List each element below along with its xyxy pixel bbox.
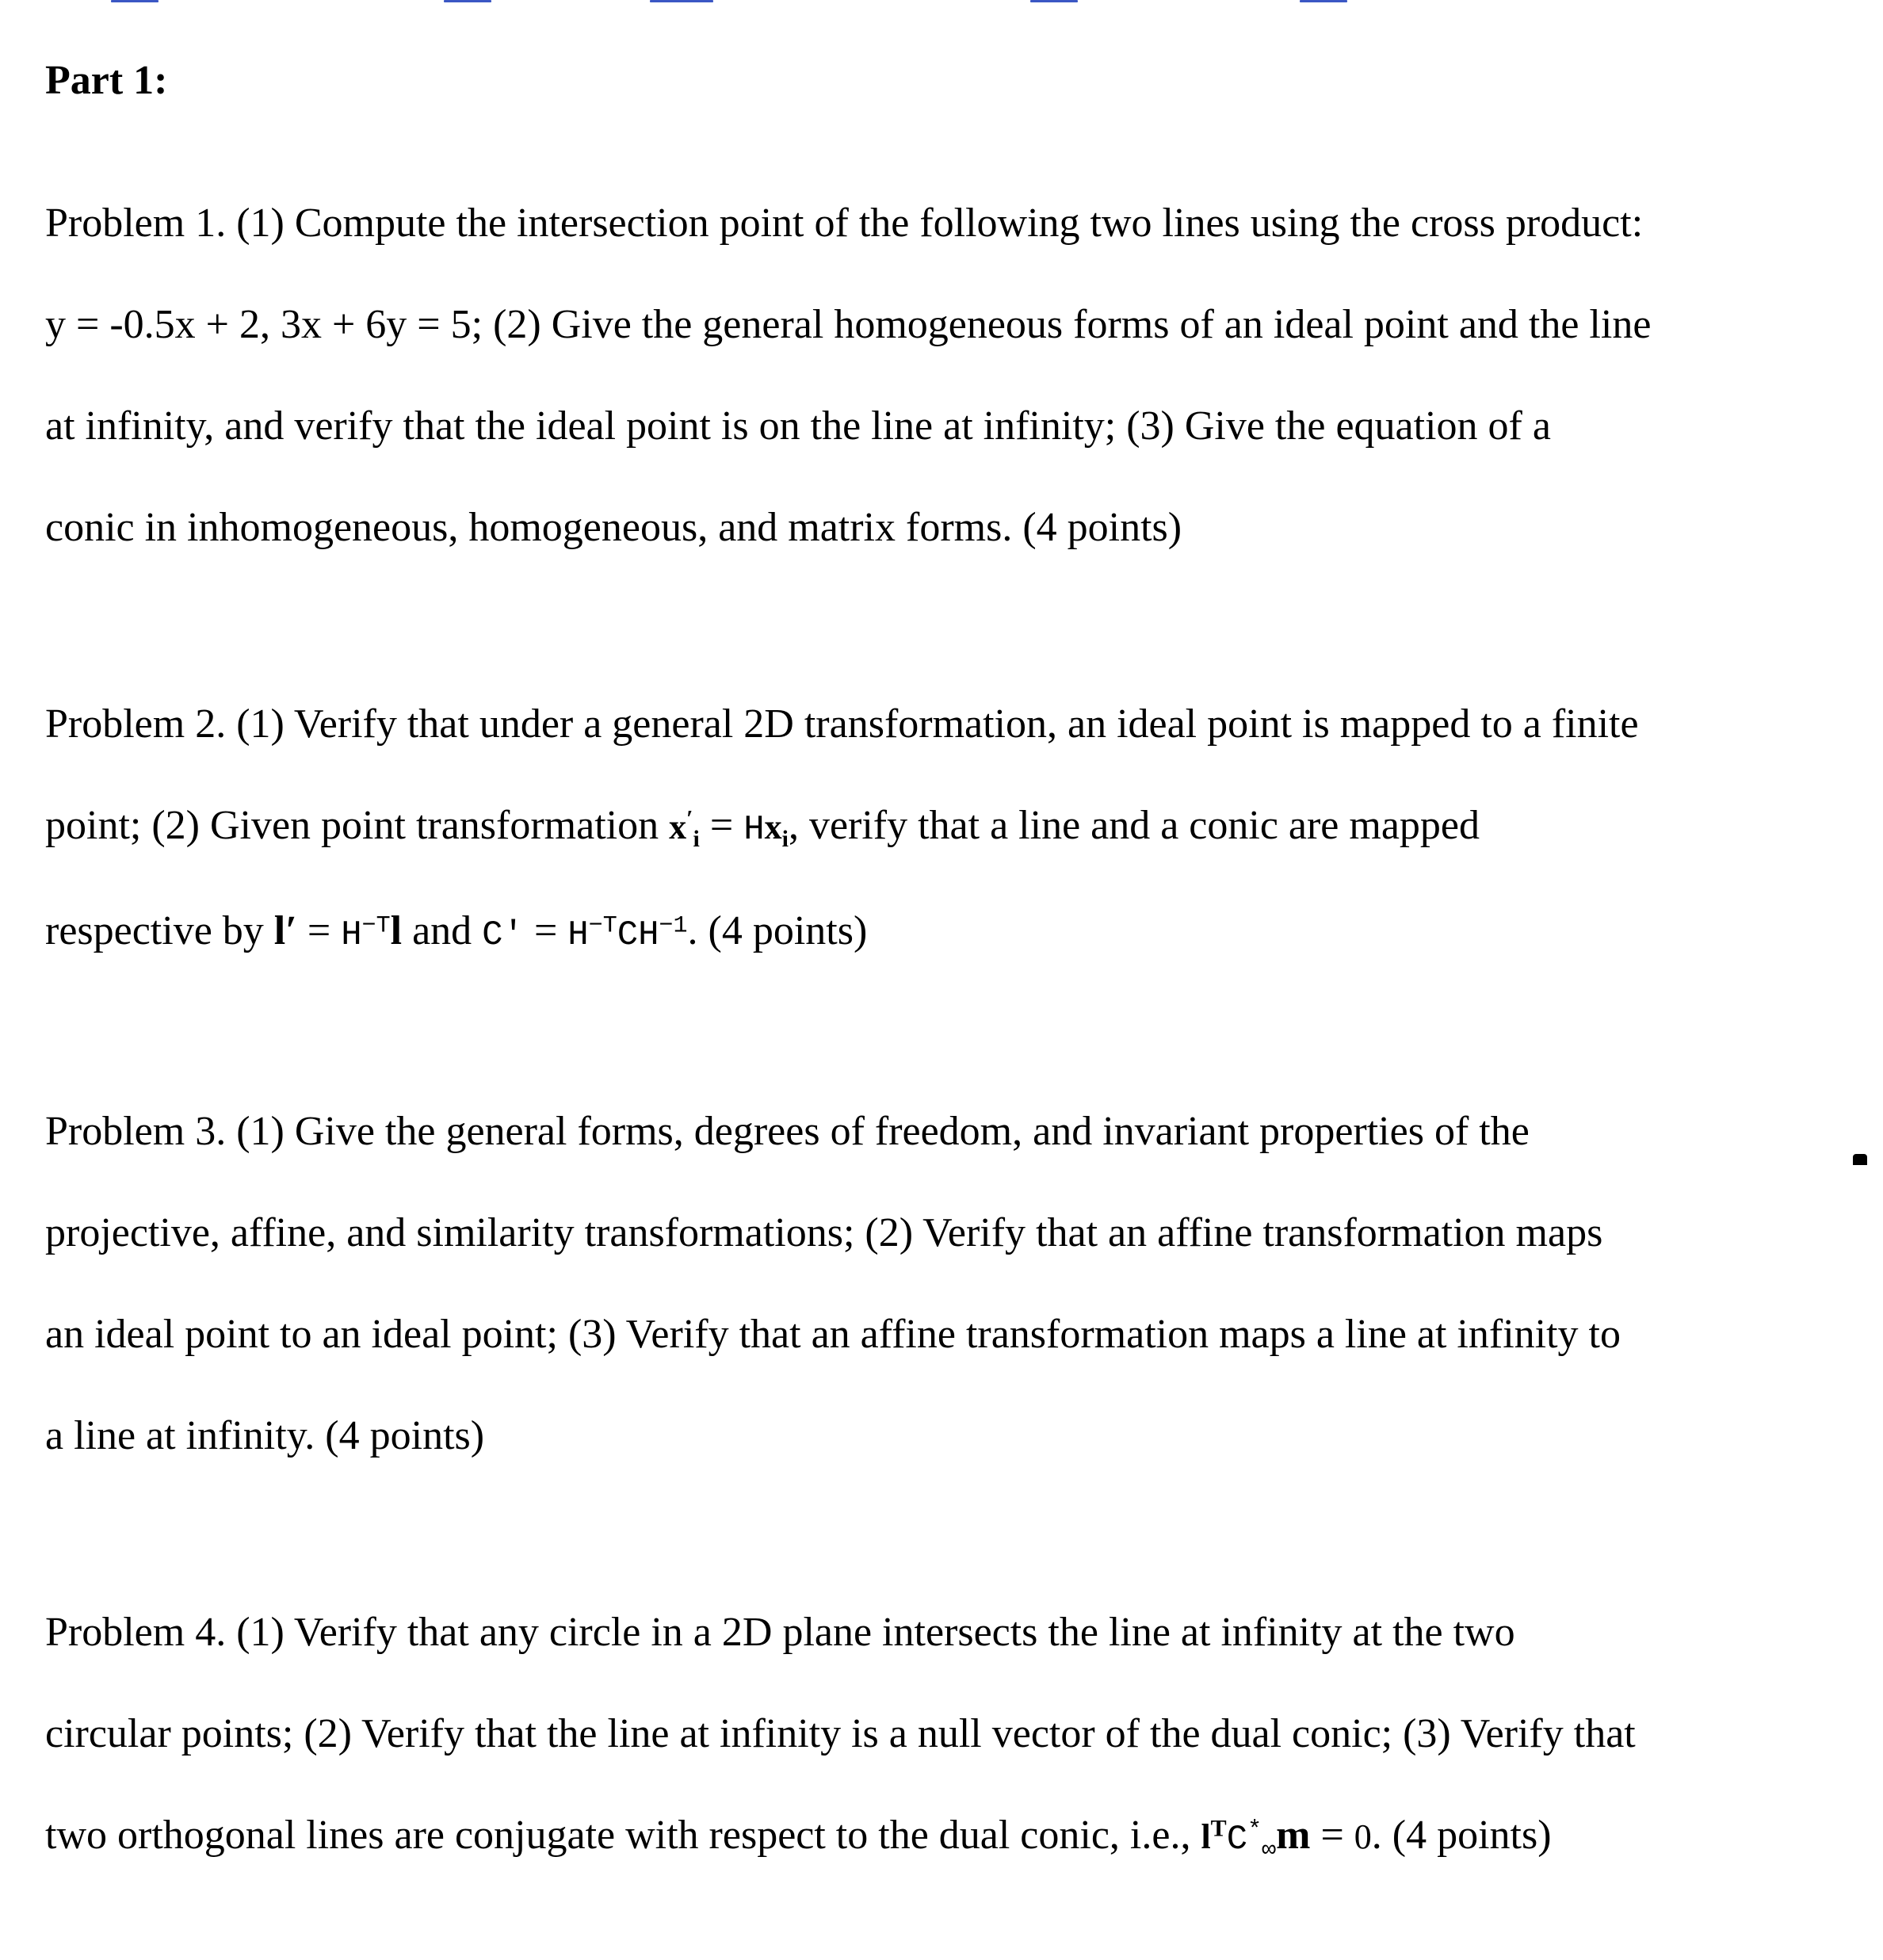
underline-segment [111, 0, 159, 2]
math-equals-4: = [1310, 1813, 1354, 1858]
problem-2-line-3 [45, 906, 1836, 961]
math-H-2: H [567, 915, 589, 955]
problem-1-line-3: at infinity, and verify that the ideal point is on the line at infinity; (3) Give the equation of a [45, 403, 1551, 449]
problem-1-line-4: conic in inhomogeneous, homogeneous, and matrix forms. (4 points) [45, 505, 1182, 550]
math-x-bold-symbol: x [764, 808, 782, 846]
math-x-prime [669, 805, 700, 852]
math-sup-minus-T: −T [361, 912, 391, 940]
math-x-symbol: x [669, 808, 687, 846]
problem-4-line-2: circular points; (2) Verify that the line at infinity is a null vector of the dual conic; (3) Verify that [45, 1711, 1636, 1756]
problem-2-line-2 [45, 800, 1836, 855]
problem-3-line-3: an ideal point to an ideal point; (3) Verify that an affine transformation maps a line at infinity to [45, 1312, 1621, 1357]
text-and: and [402, 908, 483, 953]
problem-3-line-2: projective, affine, and similarity transformations; (2) Verify that an affine transformation maps [45, 1210, 1603, 1255]
math-sup-T: T [1210, 1815, 1227, 1842]
math-H-inv-T [341, 912, 391, 955]
part-title: Part 1: [45, 58, 168, 103]
math-CH: CH [617, 915, 659, 955]
underline-segment [650, 0, 713, 2]
math-subscript-i-2: i [781, 825, 789, 852]
math-zero: 0 [1354, 1817, 1372, 1856]
problem-3 [45, 1056, 1836, 1512]
underline-segment [1300, 0, 1347, 2]
math-H-1: H [341, 915, 362, 955]
problem-1 [45, 147, 1836, 604]
math-x-bold [764, 808, 789, 852]
problem-2-line-1: Problem 2. (1) Verify that under a general 2D transformation, an ideal point is mapped to a finite [45, 701, 1639, 747]
page-number-fragment [1853, 1154, 1867, 1165]
math-l-prime: l′ [273, 908, 297, 953]
top-link-underlines [0, 0, 1883, 5]
math-subscript-i: i [693, 825, 700, 852]
problem-3-line-4: a line at infinity. (4 points) [45, 1413, 485, 1458]
math-sup-star: * [1247, 1817, 1262, 1844]
problem-2 [45, 648, 1836, 1011]
math-C-4: C [1226, 1820, 1248, 1859]
problem-2-line-3-text-end: . (4 points) [687, 908, 868, 953]
underline-segment [444, 0, 491, 2]
problem-1-line-2: y = -0.5x + 2, 3x + 6y = 5; (2) Give the general homogeneous forms of an ideal point and the line [45, 302, 1652, 347]
math-C-prime: C′ [482, 915, 524, 955]
problem-3-line-1: Problem 3. (1) Give the general forms, degrees of freedom, and invariant properties of the [45, 1109, 1530, 1154]
problem-2-line-2-text-start: point; (2) Given point transformation [45, 803, 670, 848]
math-sub-infinity: ∞ [1262, 1836, 1277, 1864]
math-equals-3: = [523, 908, 568, 953]
problem-4-line-3-text-start: two orthogonal lines are conjugate with respect to the dual conic, i.e., [45, 1813, 1201, 1858]
math-l-T [1201, 1817, 1226, 1856]
math-l: l [390, 908, 403, 953]
math-m: m [1276, 1813, 1311, 1858]
document-body [45, 52, 1836, 1960]
math-l-4: l [1201, 1817, 1211, 1856]
math-sup-minus-T-2: −T [588, 912, 617, 940]
underline-segment [1030, 0, 1078, 2]
math-equals-2: = [296, 908, 342, 953]
problem-4-line-3 [45, 1810, 1836, 1865]
problem-4-line-1: Problem 4. (1) Verify that any circle in a 2D plane intersects the line at infinity at the two [45, 1610, 1515, 1655]
math-H-inv-T-2 [567, 912, 688, 955]
math-H: H [743, 810, 765, 850]
math-equals: = [699, 803, 744, 848]
math-sup-minus-1: −1 [659, 912, 688, 940]
problem-4 [45, 1557, 1836, 1916]
math-prime: ′ [686, 805, 693, 832]
problem-2-line-2-text-end: , verify that a line and a conic are mapped [788, 803, 1480, 848]
problem-1-line-1: Problem 1. (1) Compute the intersection point of the following two lines using the cross product: [45, 201, 1644, 246]
problem-4-line-3-text-end: . (4 points) [1371, 1813, 1552, 1858]
problem-2-line-3-text-start: respective by [45, 908, 274, 953]
math-C-star-inf [1226, 1817, 1277, 1864]
